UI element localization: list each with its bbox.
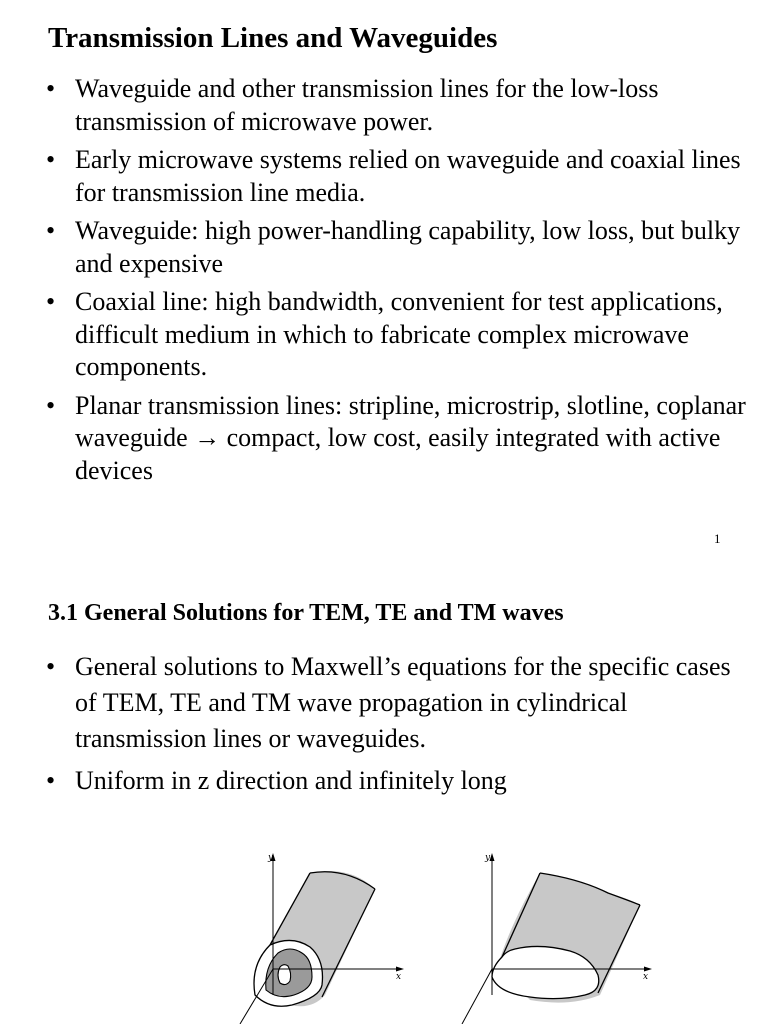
bullet-item [46, 286, 746, 384]
bullet-dot: • [46, 74, 56, 103]
bullet-dot: • [46, 145, 56, 174]
bullet-dot: • [46, 766, 56, 795]
right-y-axis-label: y [485, 853, 491, 863]
bullet-item [46, 763, 746, 799]
right-z-axis [462, 969, 492, 1024]
waveguide-figure [230, 845, 670, 1024]
waveguide-illustration [462, 853, 652, 1024]
slide-2-bullet-list [46, 649, 746, 805]
coax-inner-conductor [278, 965, 291, 985]
right-x-axis-label: x [643, 972, 649, 982]
bullet-dot: • [46, 216, 56, 245]
bullet-item [46, 144, 746, 209]
bullet-text: Waveguide: high power-handling capability, low loss, but bulky and expensive [75, 216, 741, 278]
left-x-axis-label: x [396, 972, 402, 982]
bullet-item [46, 649, 746, 757]
bullet-item [46, 390, 746, 488]
bullet-item [46, 73, 746, 138]
bullet-dot: • [46, 652, 56, 681]
left-y-axis-label: y [268, 853, 274, 863]
bullet-text: Waveguide and other transmission lines for the low-loss transmission of microwave power. [75, 74, 659, 136]
slide-2-title: 3.1 General Solutions for TEM, TE and TM waves [48, 600, 564, 626]
slide-1-title: Transmission Lines and Waveguides [48, 22, 498, 54]
right-y-arrowhead [490, 853, 495, 861]
bullet-text: Coaxial line: high bandwidth, convenient for test applications, difficult medium in which to fabricate complex microwave components. [75, 287, 723, 381]
bullet-text: Early microwave systems relied on waveguide and coaxial lines for transmission line media. [75, 145, 741, 207]
bullet-text: Planar transmission lines: stripline, microstrip, slotline, coplanar waveguide → compact, low cost, easily integrated with active devices [75, 390, 746, 485]
bullet-dot: • [46, 390, 56, 420]
slide-1-bullet-list [46, 73, 746, 493]
coaxial-line-illustration [240, 853, 404, 1024]
bullet-text: Uniform in z direction and infinitely long [75, 766, 507, 795]
bullet-item [46, 215, 746, 280]
left-x-arrowhead [396, 967, 404, 972]
page-number: 1 [714, 531, 721, 546]
bullet-text: General solutions to Maxwell’s equations for the specific cases of TEM, TE and TM wave propagation in cylindrical transmission lines or waveguides. [75, 652, 731, 753]
right-x-arrowhead [644, 967, 652, 972]
bullet-dot: • [46, 287, 56, 316]
